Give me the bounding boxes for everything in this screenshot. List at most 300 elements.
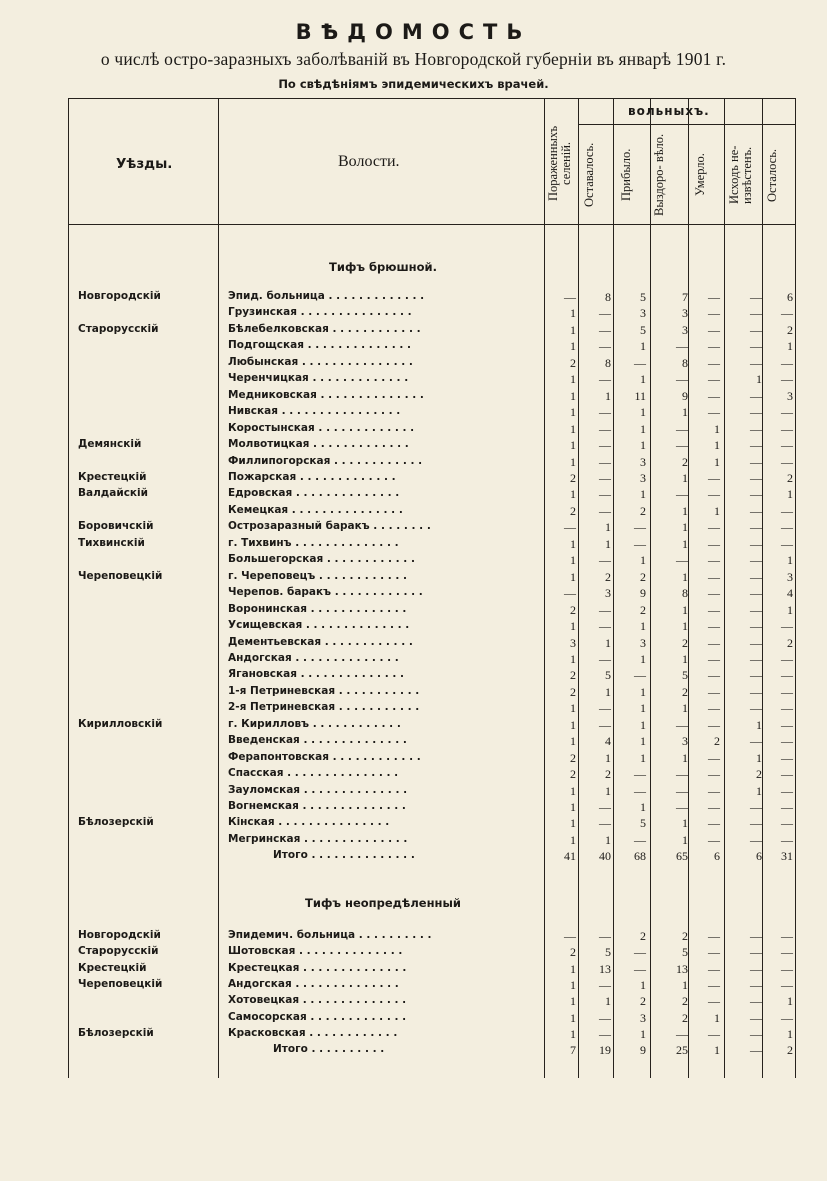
table-row: [68, 978, 795, 994]
number-cell: —: [708, 1026, 720, 1041]
number-cell: 1: [640, 487, 646, 502]
number-cell: 3: [640, 454, 646, 469]
number-cell: 1: [570, 651, 576, 666]
number-cell: —: [781, 503, 793, 518]
number-cell: 1: [570, 405, 576, 420]
number-cell: —: [750, 651, 762, 666]
number-cell: —: [708, 635, 720, 650]
number-cell: 1: [640, 701, 646, 716]
uezd-cell: Кирилловскій: [78, 717, 163, 730]
number-cell: —: [708, 306, 720, 321]
number-cell: 2: [682, 684, 688, 699]
number-cell: 1: [640, 1026, 646, 1041]
table-row: [68, 570, 795, 586]
number-cell: 2: [682, 994, 688, 1009]
number-cell: —: [634, 355, 646, 370]
number-cell: 1: [787, 553, 793, 568]
number-cell: 11: [634, 388, 646, 403]
number-cell: 1: [640, 684, 646, 699]
number-cell: —: [750, 421, 762, 436]
volost-cell: Мегринская . . . . . . . . . . . . . .: [228, 832, 408, 845]
volost-cell: Грузинская . . . . . . . . . . . . . . .: [228, 306, 412, 319]
number-cell: —: [708, 586, 720, 601]
number-cell: 2: [787, 635, 793, 650]
number-cell: 3: [787, 569, 793, 584]
number-cell: 2: [640, 503, 646, 518]
number-cell: —: [708, 602, 720, 617]
number-cell: —: [599, 421, 611, 436]
number-cell: 1: [605, 832, 611, 847]
number-cell: —: [750, 388, 762, 403]
number-cell: —: [781, 651, 793, 666]
number-cell: 2: [787, 470, 793, 485]
number-cell: 1: [570, 438, 576, 452]
number-cell: 1: [756, 372, 762, 387]
number-cell: 3: [787, 388, 793, 403]
number-cell: —: [599, 322, 611, 337]
number-cell: 7: [570, 1043, 576, 1058]
number-cell: 1: [640, 717, 646, 732]
number-cell: —: [708, 783, 720, 798]
number-cell: 1: [682, 619, 688, 633]
number-cell: 8: [682, 586, 688, 601]
number-cell: —: [781, 977, 793, 992]
number-cell: —: [708, 750, 720, 765]
number-cell: —: [599, 602, 611, 617]
table-row: [68, 306, 795, 322]
number-cell: 1: [682, 977, 688, 992]
number-cell: 2: [605, 569, 611, 584]
number-cell: 1: [570, 388, 576, 403]
number-cell: —: [750, 503, 762, 518]
number-cell: 3: [682, 322, 688, 337]
number-cell: —: [708, 470, 720, 485]
number-cell: 1: [714, 1010, 720, 1025]
number-cell: —: [599, 454, 611, 469]
number-cell: 8: [605, 355, 611, 370]
number-cell: —: [750, 306, 762, 321]
number-cell: —: [708, 355, 720, 370]
number-cell: —: [750, 816, 762, 831]
number-cell: —: [781, 945, 793, 960]
uezd-cell: Старорусскій: [78, 945, 159, 958]
number-cell: 2: [570, 668, 576, 683]
number-cell: 2: [570, 750, 576, 765]
volost-cell: Нивская . . . . . . . . . . . . . . . .: [228, 405, 401, 418]
number-cell: —: [781, 750, 793, 765]
table-row: [68, 389, 795, 405]
number-cell: —: [750, 800, 762, 814]
number-cell: —: [781, 717, 793, 732]
number-cell: 8: [682, 355, 688, 370]
number-cell: 31: [781, 849, 793, 864]
volost-cell: г. Тихвинъ . . . . . . . . . . . . . .: [228, 536, 399, 549]
volost-cell: г. Череповецъ . . . . . . . . . . . .: [228, 569, 408, 582]
number-cell: 2: [570, 503, 576, 518]
header-uezdy: Уѣзды.: [116, 156, 173, 172]
number-cell: 1: [640, 734, 646, 749]
header-iskhod: Исходъ не- извѣстенъ.: [727, 145, 754, 205]
number-cell: 8: [605, 290, 611, 304]
number-cell: —: [708, 701, 720, 716]
table-row: [68, 356, 795, 372]
number-cell: —: [708, 684, 720, 699]
volost-cell: Молвотицкая . . . . . . . . . . . . .: [228, 438, 409, 450]
volost-cell: Черенчицкая . . . . . . . . . . . . .: [228, 372, 409, 385]
number-cell: —: [781, 929, 793, 943]
number-cell: 1: [570, 994, 576, 1009]
number-cell: —: [781, 767, 793, 781]
number-cell: 1: [605, 520, 611, 535]
number-cell: —: [599, 619, 611, 633]
number-cell: 2: [682, 929, 688, 943]
uezd-cell: Старорусскій: [78, 322, 159, 335]
number-cell: 1: [682, 750, 688, 765]
volost-cell: Кінская . . . . . . . . . . . . . . .: [228, 816, 390, 829]
number-cell: 1: [640, 405, 646, 420]
number-cell: 2: [570, 602, 576, 617]
number-cell: —: [599, 717, 611, 732]
uezd-cell: Демянскій: [78, 438, 142, 450]
number-cell: 1: [640, 553, 646, 568]
table-row: [68, 553, 795, 569]
number-cell: 1: [570, 832, 576, 847]
number-cell: 1: [756, 750, 762, 765]
number-cell: —: [599, 701, 611, 716]
number-cell: —: [599, 487, 611, 502]
uezd-cell: Череповецкій: [78, 977, 163, 990]
number-cell: —: [708, 536, 720, 551]
number-cell: —: [634, 961, 646, 976]
number-cell: 5: [605, 668, 611, 683]
number-cell: 2: [640, 569, 646, 584]
number-cell: —: [750, 438, 762, 452]
table-row: [68, 784, 795, 800]
number-cell: —: [708, 767, 720, 781]
uezd-cell: Крестецкій: [78, 961, 147, 974]
number-cell: —: [781, 684, 793, 699]
volost-cell: Коростынская . . . . . . . . . . . . .: [228, 421, 415, 434]
number-cell: —: [708, 372, 720, 387]
number-cell: —: [708, 619, 720, 633]
number-cell: 1: [682, 832, 688, 847]
number-cell: —: [708, 929, 720, 943]
table-row: [68, 372, 795, 388]
number-cell: 1: [605, 388, 611, 403]
table-row: [68, 1027, 795, 1043]
table-row: [68, 636, 795, 652]
number-cell: —: [781, 1010, 793, 1025]
table-row: [68, 487, 795, 503]
volost-cell: Воронинская . . . . . . . . . . . . .: [228, 602, 407, 615]
document-title: ВѢДОМОСТЬ: [295, 20, 532, 44]
number-cell: —: [599, 503, 611, 518]
epidemic-table: [68, 98, 795, 1078]
number-cell: 1: [570, 816, 576, 831]
number-cell: —: [781, 734, 793, 749]
volost-cell: Крестецкая . . . . . . . . . . . . . .: [228, 961, 407, 974]
number-cell: —: [634, 783, 646, 798]
table-row: [68, 929, 795, 945]
number-cell: —: [750, 668, 762, 683]
number-cell: 65: [676, 849, 688, 864]
table-row: [68, 816, 795, 832]
number-cell: —: [750, 520, 762, 535]
number-cell: —: [750, 1026, 762, 1041]
number-cell: 2: [787, 322, 793, 337]
number-cell: 5: [682, 945, 688, 960]
total-label: Итого . . . . . . . . . .: [273, 1043, 385, 1056]
number-cell: —: [708, 388, 720, 403]
number-cell: 2: [682, 635, 688, 650]
number-cell: 1: [570, 454, 576, 469]
number-cell: —: [599, 306, 611, 321]
number-cell: —: [750, 536, 762, 551]
volost-cell: Любынская . . . . . . . . . . . . . . .: [228, 355, 413, 368]
number-cell: 2: [714, 734, 720, 749]
number-cell: 1: [570, 977, 576, 992]
number-cell: 3: [640, 635, 646, 650]
volost-cell: Зауломская . . . . . . . . . . . . . .: [228, 783, 408, 796]
number-cell: —: [676, 438, 688, 452]
number-cell: —: [634, 668, 646, 683]
number-cell: —: [708, 339, 720, 354]
number-cell: —: [634, 536, 646, 551]
number-cell: 1: [570, 1026, 576, 1041]
number-cell: 3: [605, 586, 611, 601]
uezd-cell: Бѣлозерскій: [78, 1026, 154, 1039]
volost-cell: Подгощская . . . . . . . . . . . . . .: [228, 339, 411, 352]
number-cell: 1: [714, 454, 720, 469]
table-row: [68, 800, 795, 816]
number-cell: 4: [605, 734, 611, 749]
number-cell: —: [708, 994, 720, 1009]
number-cell: 2: [682, 1010, 688, 1025]
volost-cell: Кемецкая . . . . . . . . . . . . . . .: [228, 503, 403, 516]
number-cell: 1: [640, 372, 646, 387]
number-cell: —: [750, 994, 762, 1009]
number-cell: 2: [570, 470, 576, 485]
number-cell: —: [708, 487, 720, 502]
uezd-cell: Тихвинскій: [78, 536, 145, 549]
number-cell: 1: [570, 421, 576, 436]
number-cell: —: [750, 322, 762, 337]
document-subtitle: о числѣ остро-заразныхъ заболѣваній въ Новгородской губерніи въ январѣ 1901 г.: [100, 49, 727, 69]
table-row: [68, 685, 795, 701]
volost-cell: Черепов. баракъ . . . . . . . . . . . .: [228, 586, 423, 599]
number-cell: 3: [640, 470, 646, 485]
number-cell: —: [708, 977, 720, 992]
table-row: [68, 471, 795, 487]
number-cell: 1: [682, 701, 688, 716]
number-cell: —: [750, 355, 762, 370]
number-cell: —: [599, 1026, 611, 1041]
table-row: [68, 1011, 795, 1027]
number-cell: —: [708, 520, 720, 535]
number-cell: 1: [605, 750, 611, 765]
number-cell: 4: [787, 586, 793, 601]
number-cell: —: [781, 961, 793, 976]
number-cell: —: [750, 405, 762, 420]
total-row: [68, 1043, 795, 1059]
number-cell: 5: [640, 322, 646, 337]
number-cell: —: [599, 339, 611, 354]
header-divider: [578, 124, 795, 125]
number-cell: —: [781, 405, 793, 420]
number-cell: 41: [564, 849, 576, 864]
number-cell: —: [708, 945, 720, 960]
number-cell: —: [750, 602, 762, 617]
header-volosti: Волости.: [338, 153, 400, 170]
number-cell: 1: [682, 651, 688, 666]
number-cell: —: [708, 322, 720, 337]
volost-cell: Андогская . . . . . . . . . . . . . .: [228, 651, 399, 664]
table-row: [68, 619, 795, 635]
volost-cell: Ягановская . . . . . . . . . . . . . .: [228, 668, 404, 681]
number-cell: 1: [570, 536, 576, 551]
number-cell: 1: [605, 783, 611, 798]
number-cell: 1: [570, 306, 576, 321]
number-cell: 1: [640, 438, 646, 452]
total-row: [68, 849, 795, 865]
header-volnykh: вольныхъ.: [628, 104, 710, 118]
number-cell: —: [599, 651, 611, 666]
number-cell: 1: [787, 487, 793, 502]
number-cell: —: [750, 977, 762, 992]
number-cell: 1: [570, 1010, 576, 1025]
table-row: [68, 718, 795, 734]
number-cell: —: [676, 717, 688, 732]
number-cell: —: [708, 961, 720, 976]
volost-cell: Хотовецкая . . . . . . . . . . . . . .: [228, 994, 407, 1007]
table-row: [68, 586, 795, 602]
table-row: [68, 438, 795, 454]
volost-cell: Эпид. больница . . . . . . . . . . . . .: [228, 290, 425, 302]
volost-cell: Эпидемич. больница . . . . . . . . . .: [228, 929, 432, 941]
number-cell: —: [750, 487, 762, 502]
number-cell: —: [599, 977, 611, 992]
number-cell: 3: [682, 734, 688, 749]
number-cell: 5: [640, 816, 646, 831]
number-cell: 68: [634, 849, 646, 864]
uezd-cell: Новгородскій: [78, 290, 161, 302]
uezd-cell: Валдайскій: [78, 487, 149, 500]
number-cell: —: [599, 553, 611, 568]
number-cell: —: [781, 421, 793, 436]
number-cell: 1: [787, 339, 793, 354]
section-title: Тифъ неопредѣленный: [305, 896, 461, 910]
number-cell: —: [708, 832, 720, 847]
header-vyzdorovelo: Выздоро- вѣло.: [652, 133, 666, 217]
number-cell: 2: [570, 945, 576, 960]
number-cell: —: [634, 945, 646, 960]
number-cell: —: [599, 800, 611, 814]
number-cell: 1: [570, 717, 576, 732]
number-cell: —: [781, 800, 793, 814]
number-cell: —: [676, 1026, 688, 1041]
number-cell: 1: [787, 1026, 793, 1041]
number-cell: —: [750, 945, 762, 960]
number-cell: —: [750, 961, 762, 976]
table-border-right: [795, 98, 796, 1078]
number-cell: 1: [570, 322, 576, 337]
number-cell: —: [676, 800, 688, 814]
number-cell: 3: [570, 635, 576, 650]
number-cell: 1: [570, 783, 576, 798]
number-cell: —: [676, 767, 688, 781]
table-row: [68, 962, 795, 978]
volost-cell: Введенская . . . . . . . . . . . . . .: [228, 734, 407, 747]
table-row: [68, 668, 795, 684]
uezd-cell: Боровичскій: [78, 520, 154, 533]
number-cell: 1: [640, 800, 646, 814]
table-row: [68, 767, 795, 783]
number-cell: —: [750, 290, 762, 304]
volost-cell: Филлипогорская . . . . . . . . . . . .: [228, 454, 423, 467]
number-cell: —: [750, 701, 762, 716]
number-cell: 1: [682, 602, 688, 617]
number-cell: —: [781, 832, 793, 847]
table-row: [68, 994, 795, 1010]
number-cell: —: [708, 405, 720, 420]
uezd-cell: Новгородскій: [78, 929, 161, 941]
volost-cell: Спасская . . . . . . . . . . . . . . .: [228, 767, 399, 779]
number-cell: 1: [682, 520, 688, 535]
number-cell: —: [676, 339, 688, 354]
number-cell: —: [750, 929, 762, 943]
uezd-cell: Череповецкій: [78, 569, 163, 582]
number-cell: —: [708, 800, 720, 814]
number-cell: —: [750, 569, 762, 584]
number-cell: 2: [570, 355, 576, 370]
section-title: Тифъ брюшной.: [329, 260, 437, 274]
header-umerlo: Умерло.: [693, 153, 707, 197]
number-cell: —: [676, 487, 688, 502]
number-cell: 1: [682, 470, 688, 485]
number-cell: 1: [570, 487, 576, 502]
number-cell: 6: [787, 290, 793, 304]
number-cell: 1: [682, 816, 688, 831]
number-cell: 1: [605, 684, 611, 699]
number-cell: 1: [640, 977, 646, 992]
number-cell: 5: [605, 945, 611, 960]
number-cell: —: [564, 520, 576, 535]
number-cell: —: [676, 421, 688, 436]
header-ostalos: Осталось.: [765, 148, 779, 202]
number-cell: 2: [682, 454, 688, 469]
number-cell: 1: [714, 1043, 720, 1058]
number-cell: —: [781, 520, 793, 535]
number-cell: 2: [605, 767, 611, 781]
number-cell: —: [634, 832, 646, 847]
number-cell: 1: [570, 800, 576, 814]
number-cell: —: [564, 586, 576, 601]
number-cell: 1: [682, 536, 688, 551]
number-cell: 1: [570, 734, 576, 749]
number-cell: 6: [756, 849, 762, 864]
table-row: [68, 833, 795, 849]
total-label: Итого . . . . . . . . . . . . . .: [273, 849, 415, 862]
number-cell: 2: [570, 684, 576, 699]
number-cell: 1: [756, 783, 762, 798]
number-cell: —: [708, 553, 720, 568]
number-cell: 1: [682, 569, 688, 584]
volost-cell: 2-я Петриневская . . . . . . . . . . .: [228, 701, 420, 714]
number-cell: 9: [640, 586, 646, 601]
number-cell: 1: [640, 421, 646, 436]
number-cell: 1: [682, 503, 688, 518]
number-cell: 1: [787, 602, 793, 617]
